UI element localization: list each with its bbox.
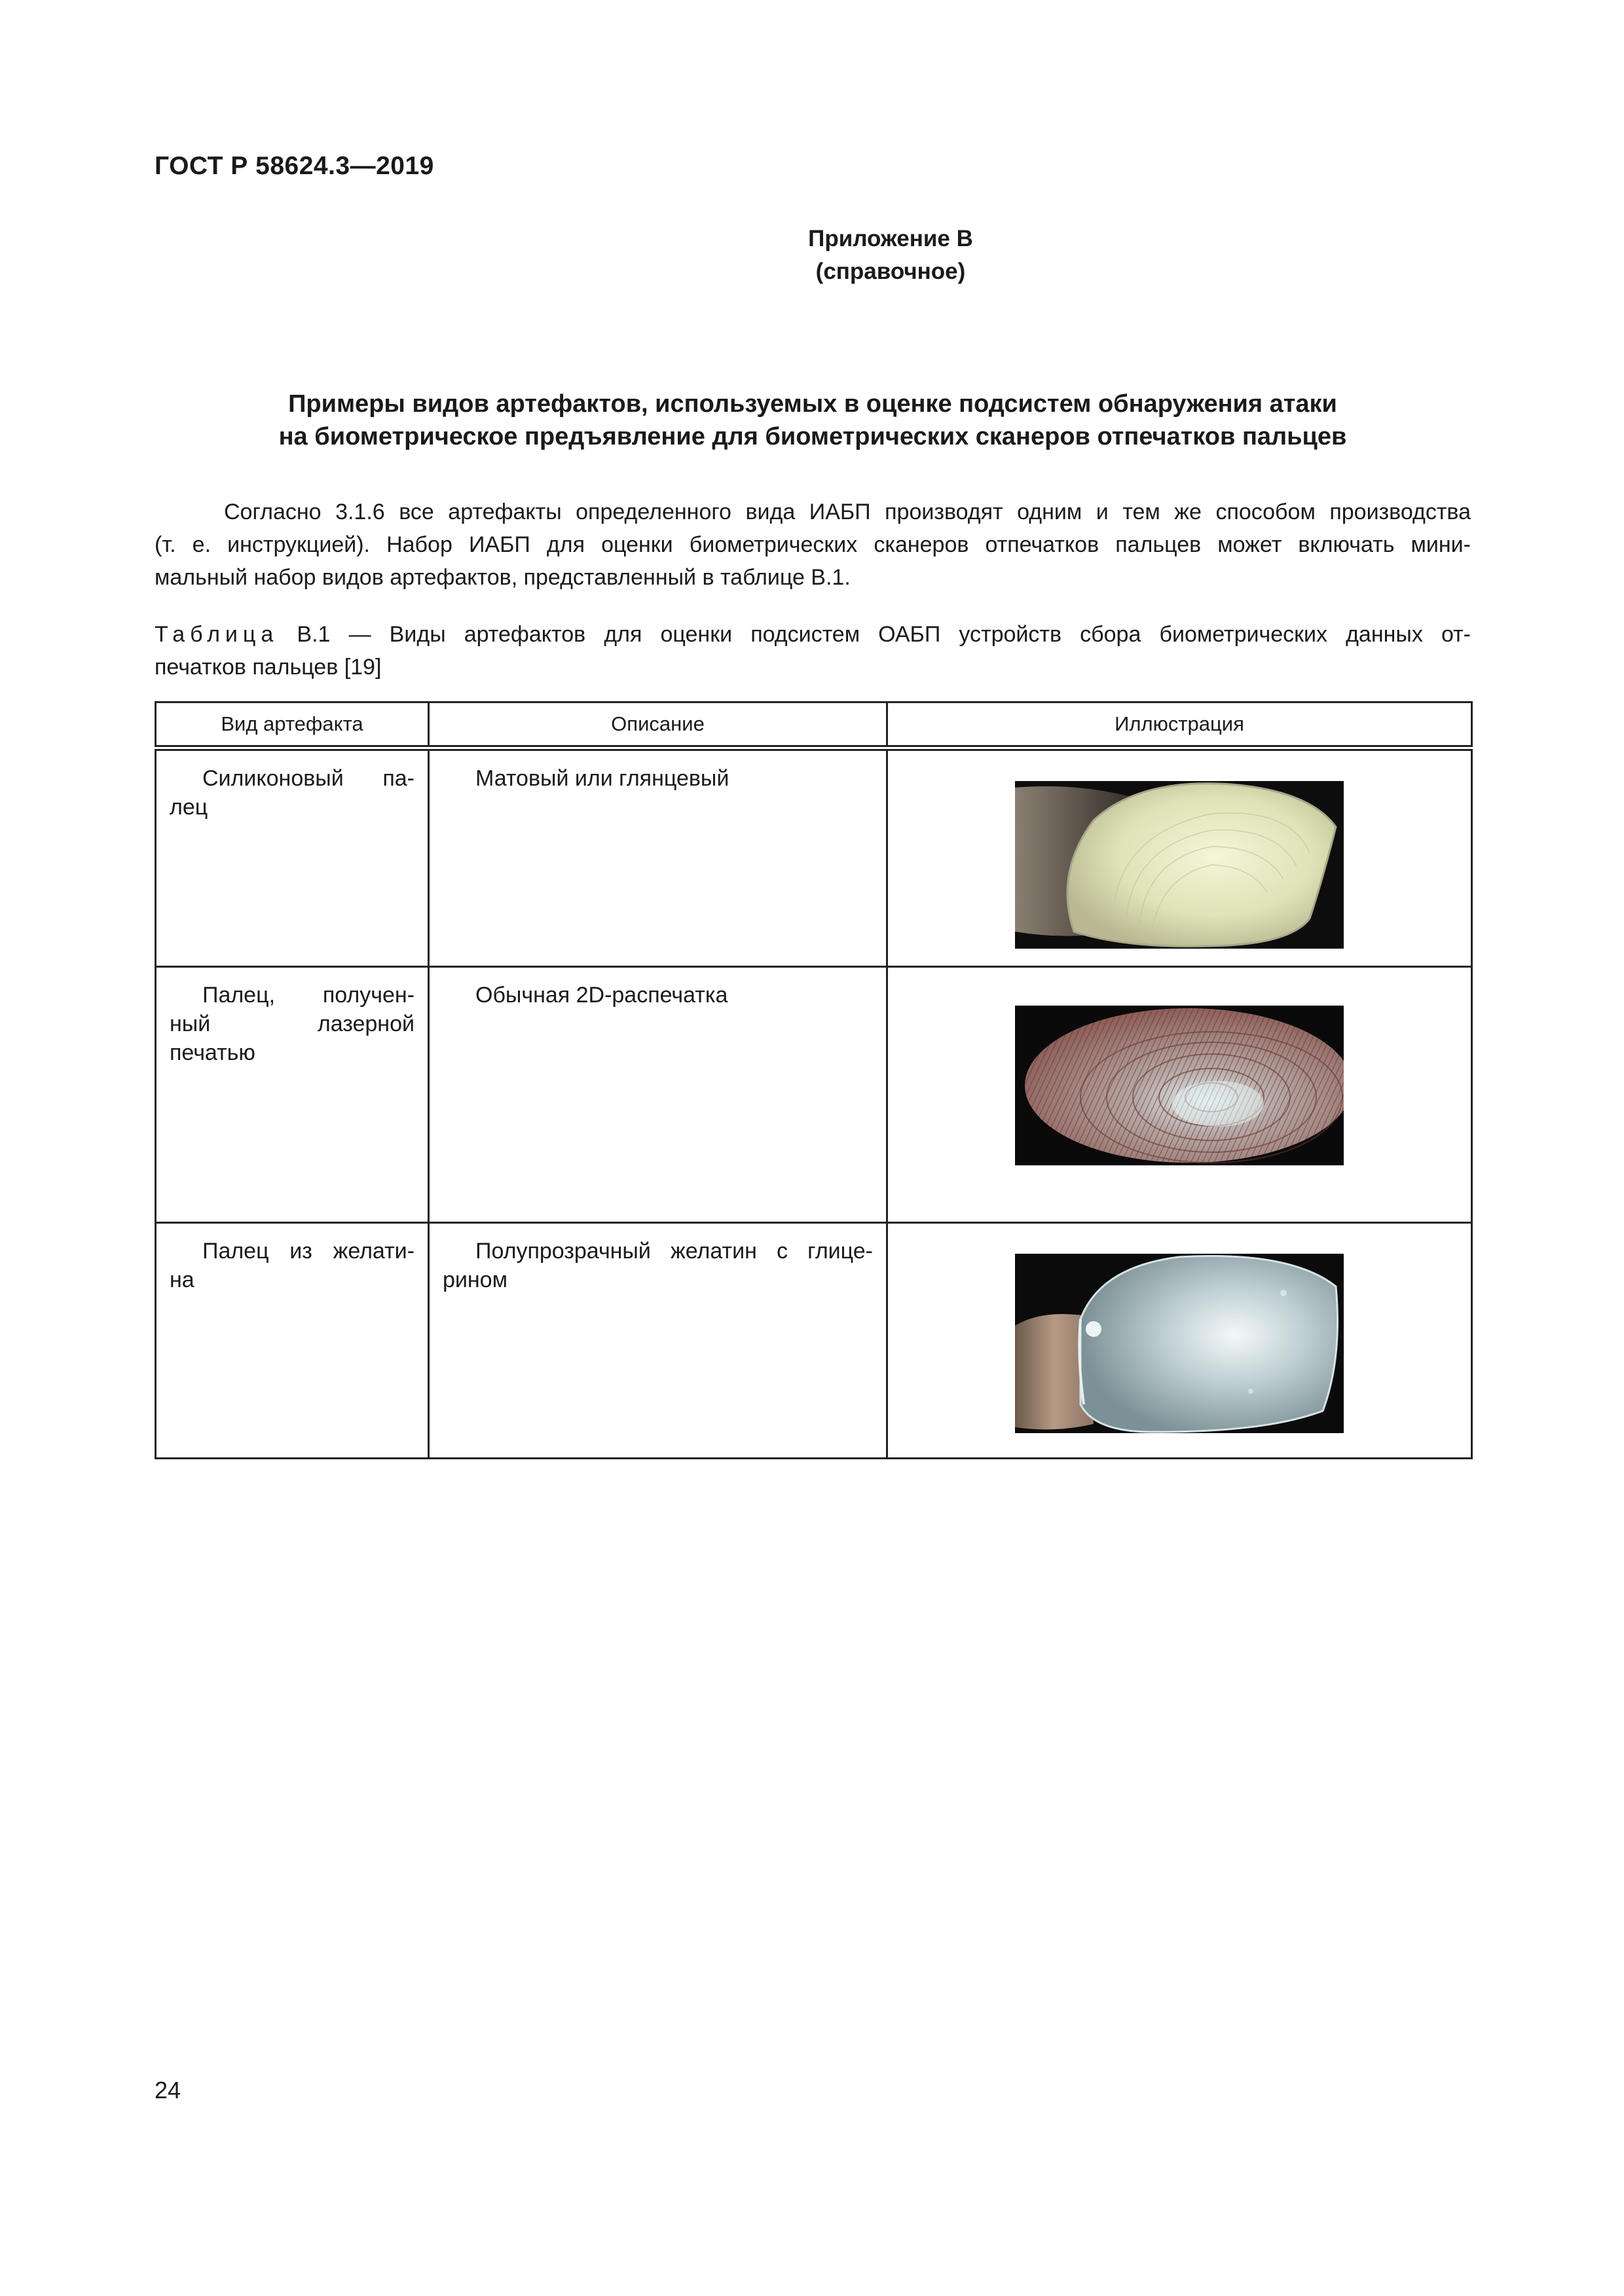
illustration-cell — [887, 1222, 1472, 1458]
table-row — [156, 967, 1472, 1222]
header-illustration: Иллюстрация — [887, 702, 1472, 748]
intro-paragraph — [155, 496, 1471, 594]
table-caption-label: Таблица — [155, 622, 279, 647]
description-line: рином — [443, 1267, 507, 1292]
intro-line-3: мальный набор видов артефактов, представленный в таблице В.1. — [155, 565, 851, 590]
header-artifact-type: Вид артефакта — [156, 702, 429, 748]
header-description: Описание — [429, 702, 887, 748]
description-cell — [429, 967, 887, 1222]
table-row — [156, 1222, 1472, 1458]
artifact-type-line: Палец из желати- — [202, 1238, 415, 1264]
artifact-type-line: печатью — [170, 1040, 255, 1066]
table-header-row — [156, 702, 1472, 748]
gelatin-finger-photo — [1015, 1254, 1344, 1433]
appendix-title: Приложение В — [808, 226, 973, 251]
heading-line-1: Примеры видов артефактов, используемых в оценке подсистем обнаружения атаки — [288, 390, 1337, 418]
table-caption — [155, 618, 1471, 683]
artifact-type-line: на — [170, 1267, 194, 1292]
artifact-type-line: Палец, получен- — [202, 983, 415, 1008]
table-caption-line-2: печатков пальцев [19] — [155, 655, 382, 680]
laser-printed-fingerprint-photo — [1015, 1006, 1344, 1165]
artifacts-table — [155, 701, 1473, 1459]
appendix-heading — [0, 223, 1624, 288]
description-cell — [429, 748, 887, 967]
artifact-type-cell — [156, 1222, 429, 1458]
artifact-type-cell — [156, 967, 429, 1222]
table-row — [156, 748, 1472, 967]
illustration-cell — [887, 967, 1472, 1222]
artifact-type-cell — [156, 748, 429, 967]
section-heading — [155, 388, 1471, 453]
artifact-type-line: лец — [170, 795, 208, 820]
illustration-cell — [887, 748, 1472, 967]
intro-line-2: (т. е. инструкцией). Набор ИАБП для оценки биометрических сканеров отпечатков пальцев может включать мини- — [155, 532, 1471, 557]
intro-line-1: Согласно 3.1.6 все артефакты определенного вида ИАБП производят одним и тем же способом производства — [224, 500, 1471, 524]
artifact-type-line: ный лазерной — [170, 1011, 415, 1037]
document-code: ГОСТ Р 58624.3—2019 — [155, 152, 434, 180]
table-caption-line-1: В.1 — Виды артефактов для оценки подсистем ОАБП устройств сбора биометрических данных от- — [278, 622, 1471, 647]
appendix-status: (справочное) — [815, 259, 966, 284]
silicone-finger-photo — [1015, 781, 1344, 949]
description-line: Обычная 2D-распечатка — [475, 983, 728, 1008]
description-line: Матовый или глянцевый — [475, 766, 729, 792]
heading-line-2: на биометрическое предъявление для биометрических сканеров отпечатков пальцев — [278, 423, 1347, 450]
description-cell — [429, 1222, 887, 1458]
description-line: Полупрозрачный желатин с глице- — [475, 1238, 873, 1264]
page-number: 24 — [155, 2077, 181, 2104]
artifact-type-line: Силиконовый па- — [202, 766, 415, 792]
